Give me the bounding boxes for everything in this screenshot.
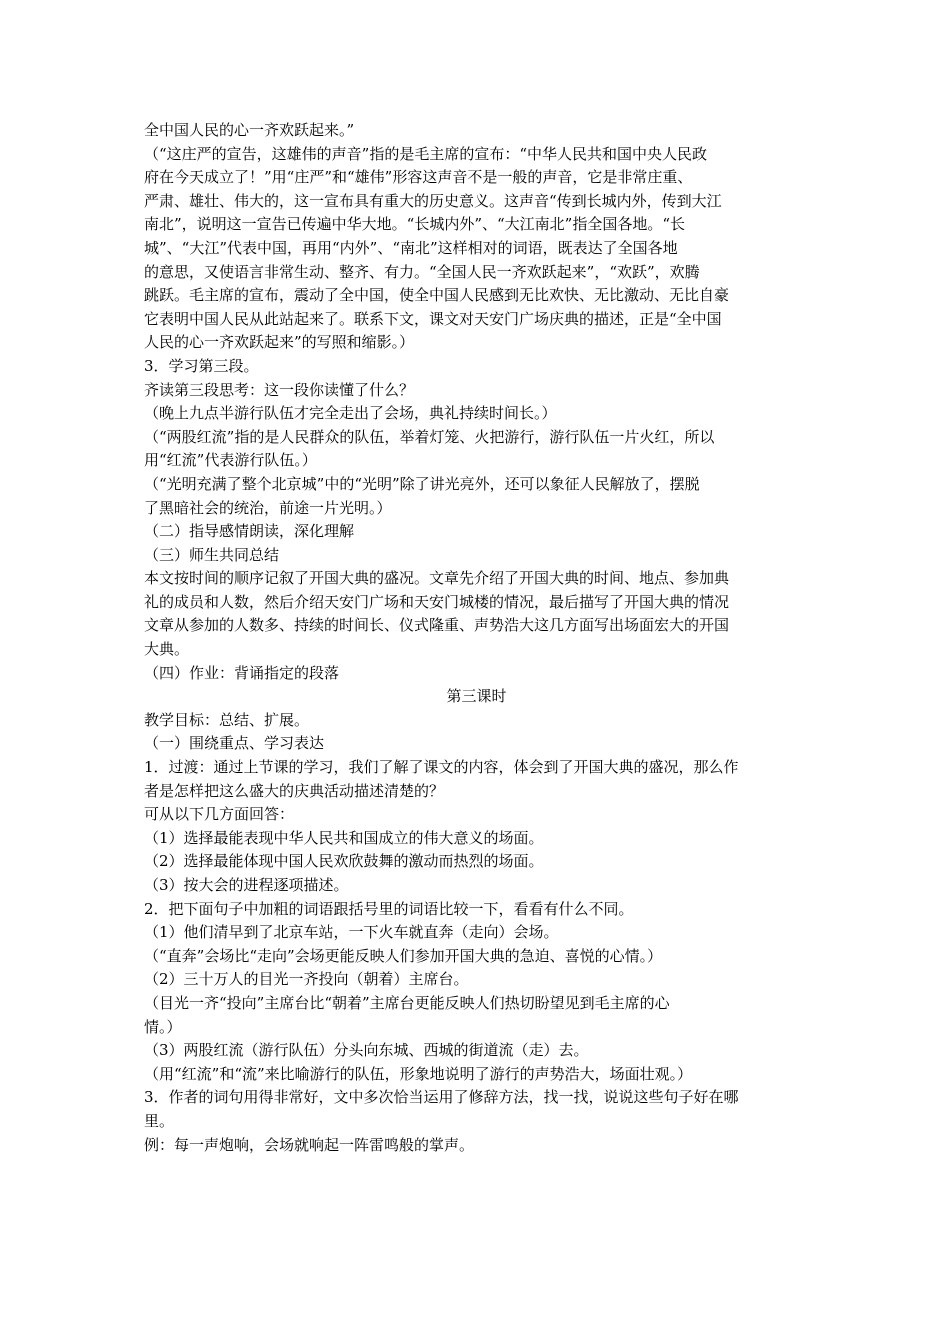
text-line: 城”、“大江”代表中国，再用“内外”、“南北”这样相对的词语，既表达了全国各地 [144,238,678,257]
text-line: （3）两股红流（游行队伍）分头向东城、西城的街道流（走）去。 [144,1041,589,1060]
document-body [144,119,809,1157]
text-line: （三）师生共同总结 [144,545,280,564]
text-line: 2．把下面句子中加粗的词语跟括号里的词语比较一下，看看有什么不同。 [144,899,634,918]
text-line: 教学目标：总结、扩展。 [144,710,310,729]
text-line: 全中国人民的心一齐欢跃起来。” [144,121,355,139]
text-line: 1．过渡：通过上节课的学习，我们了解了课文的内容，体会到了开国大典的盛况，那么作 [144,758,739,777]
text-line: 可从以下几方面回答： [144,805,295,824]
text-line: （二）指导感情朗读，深化理解 [144,522,355,541]
text-line: （1）他们清早到了北京车站，一下火车就直奔（走向）会场。 [144,923,559,942]
text-line: 它表明中国人民从此站起来了。联系下文，课文对天安门广场庆典的描述，正是“全中国 [144,309,722,328]
text-line: 例：每一声炮响，会场就响起一阵雷鸣般的掌声。 [144,1135,475,1154]
text-line: 3．学习第三段。 [144,356,259,375]
text-line: 府在今天成立了！”用“庄严”和“雄伟”形容这声音不是一般的声音，它是非常庄重、 [144,168,693,187]
text-line: 文章从参加的人数多、持续的时间长、仪式隆重、声势浩大这几方面写出场面宏大的开国 [144,616,730,635]
section-heading: 第三课时 [446,687,507,706]
text-line: 了黑暗社会的统治，前途一片光明。） [144,498,392,517]
text-line: 跳跃。毛主席的宣布，震动了全中国，使全中国人民感到无比欢快、无比激动、无比自豪 [144,286,730,305]
text-line: （“两股红流”指的是人民群众的队伍，举着灯笼、火把游行，游行队伍一片火红，所以 [144,427,715,446]
text-line: 本文按时间的顺序记叙了开国大典的盛况。文章先介绍了开国大典的时间、地点、参加典 [144,569,730,588]
text-line: 礼的成员和人数，然后介绍天安门广场和天安门城楼的情况，最后描写了开国大典的情况 [144,592,730,611]
text-line: （用“红流”和“流”来比喻游行的队伍，形象地说明了游行的声势浩大，场面壮观。） [144,1064,693,1083]
text-line: 齐读第三段思考：这一段你读懂了什么？ [144,380,415,399]
text-line: （目光一齐“投向”主席台比“朝着”主席台更能反映人们热切盼望见到毛主席的心 [144,993,670,1012]
text-line: （“光明充满了整个北京城”中的“光明”除了讲光亮外，还可以象征人民解放了，摆脱 [144,474,700,493]
text-line: 南北”，说明这一宣告已传遍中华大地。“长城内外”、“大江南北”指全国各地。“长 [144,215,686,234]
text-line: 大典。 [144,640,190,659]
text-line: （晚上九点半游行队伍才完全走出了会场，典礼持续时间长。） [144,404,557,423]
text-line: 3．作者的词句用得非常好，文中多次恰当运用了修辞方法，找一找，说说这些句子好在哪 [144,1088,739,1107]
text-line: 严肃、雄壮、伟大的，这一宣布具有重大的历史意义。这声音“传到长城内外，传到大江 [144,191,722,210]
text-line: （3）按大会的进程逐项描述。 [144,876,349,894]
text-line: （2）选择最能体现中国人民欢欣鼓舞的激动而热烈的场面。 [144,852,544,871]
text-line: 情。） [144,1017,182,1036]
text-line: （四）作业：背诵指定的段落 [144,663,340,682]
text-line: （1）选择最能表现中华人民共和国成立的伟大意义的场面。 [144,828,544,847]
text-line: 者是怎样把这么盛大的庆典活动描述清楚的？ [144,781,445,800]
text-line: 的意思，又使语言非常生动、整齐、有力。“全国人民一齐欢跃起来”，“欢跃”，欢腾 [144,262,700,281]
text-line: 里。 [144,1111,175,1130]
text-line: （“直奔”会场比“走向”会场更能反映人们参加开国大典的急迫、喜悦的心情。） [144,946,663,965]
text-line: 人民的心一齐欢跃起来”的写照和缩影。） [144,333,415,352]
text-line: （“这庄严的宣告，这雄伟的声音”指的是毛主席的宣布：“中华人民共和国中央人民政 [144,144,708,163]
text-line: （一）围绕重点、学习表达 [144,734,325,753]
text-line: （2）三十万人的目光一齐投向（朝着）主席台。 [144,970,469,989]
text-line: 用“红流”代表游行队伍。） [144,451,317,470]
